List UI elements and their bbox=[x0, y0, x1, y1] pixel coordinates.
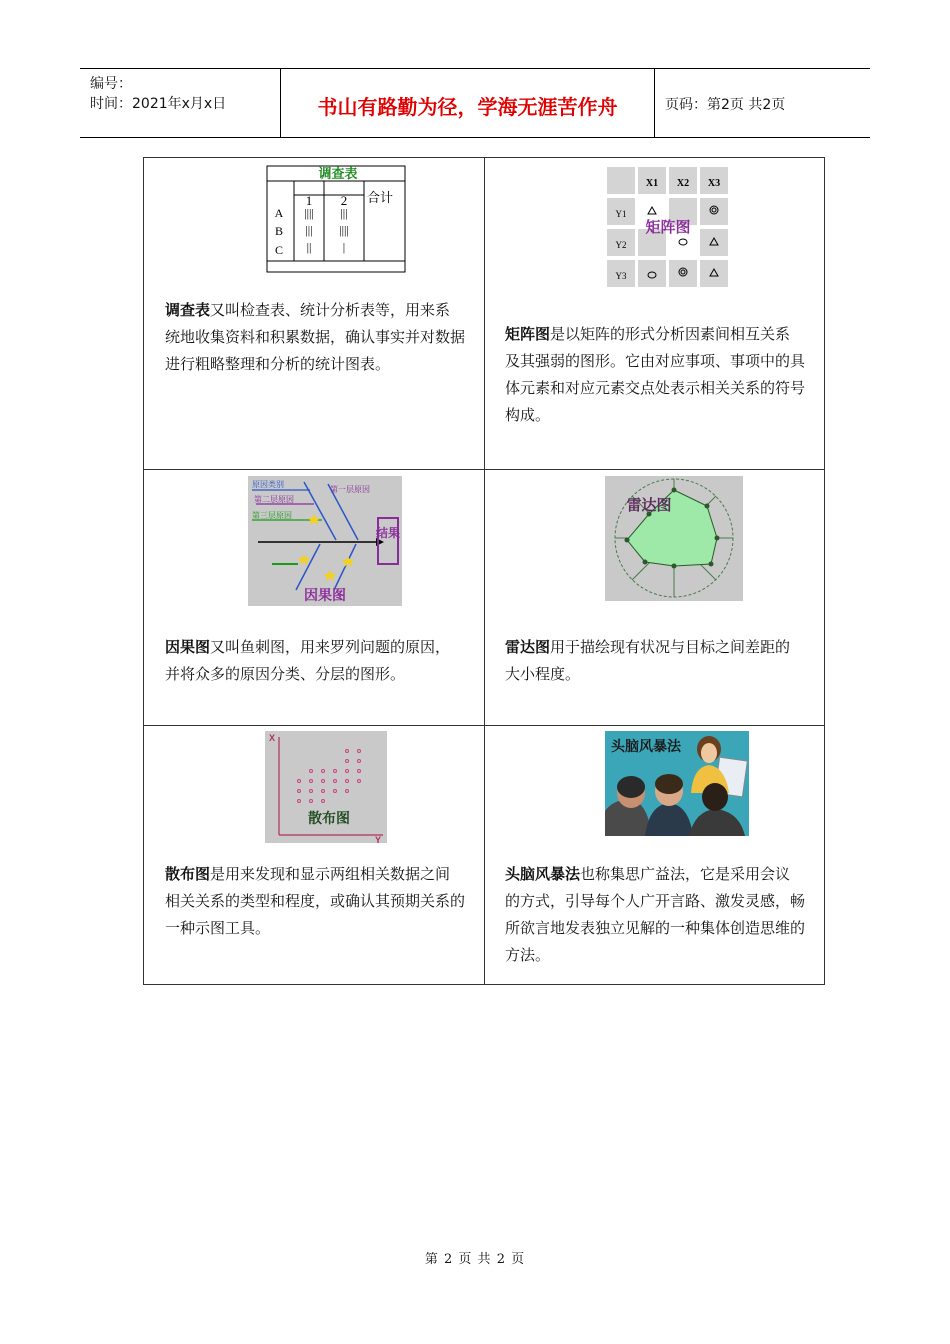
scatter-term: 散布图 bbox=[165, 865, 211, 883]
survey-image-title: 调查表 bbox=[318, 166, 358, 181]
matrix-row-y2: Y2 bbox=[615, 240, 627, 250]
matrix-col-x2: X2 bbox=[676, 178, 690, 189]
cell-scatter bbox=[144, 726, 484, 985]
survey-tally: ||| bbox=[305, 223, 313, 237]
cause-effect-description bbox=[165, 634, 465, 688]
cell-radar bbox=[485, 470, 825, 725]
scatter-text: 是用来发现和显示两组相关数据之间相关关系的类型和程度，或确认其预期关系的一种示图工具。 bbox=[165, 865, 466, 937]
page-label: 页码：第2页 共2页 bbox=[665, 97, 786, 113]
page-footer: 第 2 页 共 2 页 bbox=[424, 1252, 526, 1267]
cause-effect-term: 因果图 bbox=[165, 638, 211, 656]
matrix-row-y1: Y1 bbox=[615, 209, 627, 219]
result-label: 结果 bbox=[375, 526, 401, 540]
matrix-description bbox=[505, 321, 805, 429]
matrix-row-y3: Y3 bbox=[615, 271, 627, 281]
matrix-image-title: 矩阵图 bbox=[645, 219, 691, 236]
cause-effect-text: 又叫鱼刺图，用来罗列问题的原因，并将众多的原因分类、分层的图形。 bbox=[165, 638, 451, 683]
brainstorm-description bbox=[505, 861, 805, 969]
scatter-x-axis-label: Y bbox=[375, 835, 382, 843]
tools-table bbox=[143, 157, 825, 985]
document-header bbox=[80, 68, 870, 138]
survey-term: 调查表 bbox=[165, 301, 211, 319]
matrix-image bbox=[605, 165, 731, 290]
survey-tally: ||| bbox=[340, 206, 348, 220]
survey-description bbox=[165, 297, 465, 378]
survey-col-1: 1 bbox=[305, 193, 313, 208]
fishbone-label: 第二层原因 bbox=[254, 495, 294, 504]
brainstorm-text: 也称集思广益法，它是采用会议的方式，引导每个人广开言路、激发灵感，畅所欲言地发表独立见解的一种集体创造思维的方法。 bbox=[505, 865, 806, 964]
cell-cause-effect bbox=[144, 470, 484, 725]
survey-table-image bbox=[266, 165, 406, 273]
radar-text: 用于描绘现有状况与目标之间差距的大小程度。 bbox=[505, 638, 791, 683]
cell-brainstorm bbox=[485, 726, 825, 985]
fishbone-image-title: 因果图 bbox=[304, 587, 346, 603]
cell-survey bbox=[144, 158, 484, 469]
brainstorm-term: 头脑风暴法 bbox=[505, 865, 581, 883]
radar-image bbox=[605, 476, 743, 601]
survey-tally: || bbox=[306, 240, 312, 254]
fishbone-label: 第一层原因 bbox=[330, 485, 370, 494]
scatter-image-title: 散布图 bbox=[308, 810, 350, 826]
survey-row-a: A bbox=[274, 206, 284, 220]
matrix-col-x3: X3 bbox=[707, 178, 721, 189]
number-label: 编号： bbox=[90, 76, 132, 92]
survey-text: 又叫检查表、统计分析表等，用来系统地收集资料和积累数据，确认事实并对数据进行粗略整理和分析的统计图表。 bbox=[165, 301, 466, 373]
scatter-description bbox=[165, 861, 465, 942]
date-label: 时间：2021年x月x日 bbox=[90, 96, 227, 112]
radar-description bbox=[505, 634, 805, 688]
scatter-image bbox=[265, 731, 387, 843]
matrix-term: 矩阵图 bbox=[505, 325, 551, 343]
survey-tally: |||| bbox=[304, 206, 314, 220]
header-page-cell bbox=[655, 69, 870, 137]
fishbone-label: 第三层原因 bbox=[252, 511, 292, 520]
matrix-text: 是以矩阵的形式分析因素间相互关系及其强弱的图形。它由对应事项、事项中的具体元素和对应元素交点处表示相关关系的符号构成。 bbox=[505, 325, 806, 424]
motto: 书山有路勤为径，学海无涯苦作舟 bbox=[317, 95, 618, 119]
radar-term: 雷达图 bbox=[505, 638, 551, 656]
survey-row-b: B bbox=[274, 224, 284, 238]
header-motto-cell bbox=[281, 69, 655, 137]
header-meta-cell bbox=[80, 69, 281, 137]
brainstorm-image-title: 头脑风暴法 bbox=[611, 738, 681, 754]
survey-tally: |||| bbox=[339, 223, 349, 237]
cell-matrix bbox=[485, 158, 825, 469]
matrix-col-x1: X1 bbox=[645, 178, 659, 189]
brainstorm-image bbox=[605, 731, 749, 836]
survey-tally: | bbox=[342, 240, 346, 254]
scatter-y-axis-label: X bbox=[269, 733, 276, 743]
survey-col-2: 2 bbox=[340, 193, 348, 208]
fishbone-image bbox=[248, 476, 402, 606]
presenter-face bbox=[701, 743, 717, 763]
survey-row-c: C bbox=[274, 243, 284, 257]
fishbone-label: 原因类别 bbox=[252, 480, 284, 489]
radar-image-title: 雷达图 bbox=[626, 497, 672, 514]
survey-col-total: 合计 bbox=[367, 190, 394, 205]
